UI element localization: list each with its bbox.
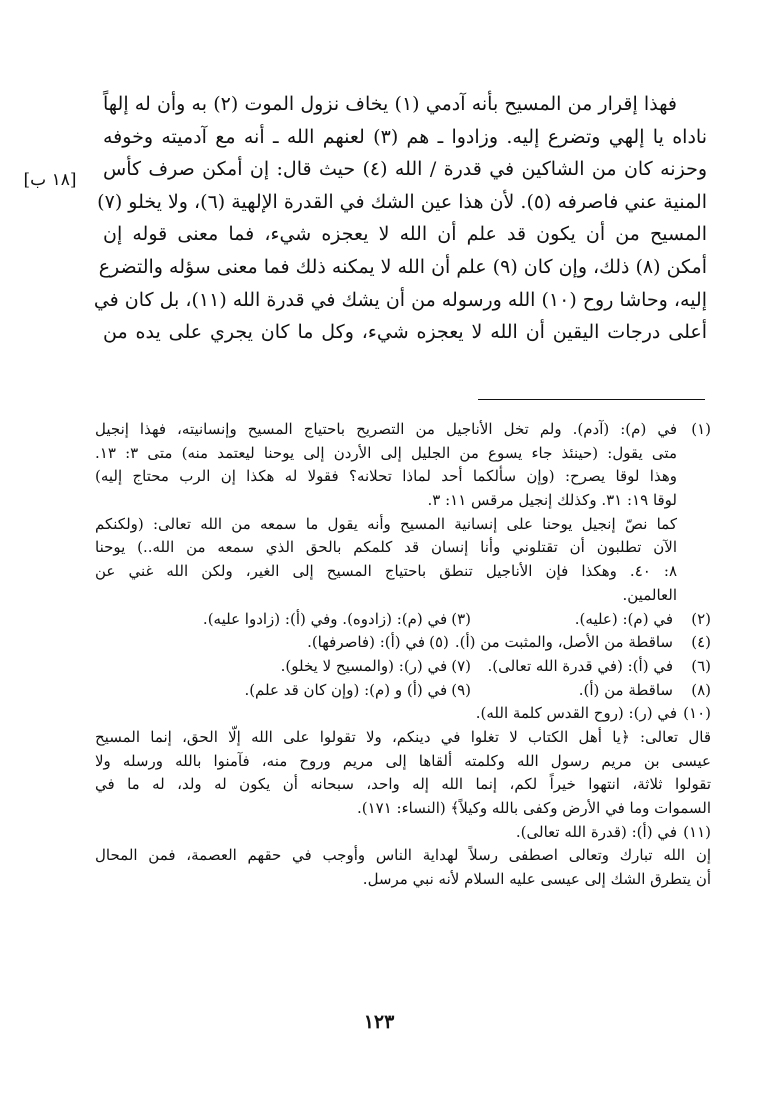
footnote-7: [281, 655, 471, 679]
footnote-row: [95, 608, 711, 632]
footnote-text: ساقطة من الأصل، والمثبت من (أ).: [454, 633, 673, 652]
footnote-8: [471, 679, 711, 703]
footnote-number: (٤): [691, 633, 711, 652]
page-number: ١٢٣: [363, 1011, 395, 1033]
main-text-line: أمكن (٨) ذلك، وإن كان (٩) علم أن الله لا يمكنه ذلك فما معنى سؤله والتضرع: [98, 255, 707, 278]
footnote-line: وهذا لوقا يصرح: (وإن سألكما أحد لماذا تحلانه؟ فقولا له هكذا إن الرب محتاج إليه): [95, 467, 677, 486]
main-text-line: وحزنه كان من الشاكين في قدرة / الله (٤) حيث قال: إن أمكن صرف كأس: [103, 158, 707, 181]
footnote-line: أن يتطرق الشك إلى عيسى عليه السلام لأنه نبي مرسل.: [362, 870, 711, 889]
main-text-line: ناداه يا إلهي وتضرع إليه. وزادوا ـ هم (٣) لعنهم الله ـ أنه مع آدميته وخوفه: [103, 125, 707, 148]
footnote-text: في (أ): (في قدرة الله تعالى).: [487, 656, 673, 675]
footnote-10: [95, 702, 711, 726]
footnote-row: [95, 679, 711, 703]
footnote-text: في (أ): (قدرة الله تعالى).: [515, 822, 677, 841]
main-text-line: فهذا إقرار من المسيح بأنه آدمي (١) يخاف نزول الموت (٢) به وأن له إلهاً: [103, 93, 678, 115]
footnote-4: [455, 631, 711, 655]
footnote-line: الآن تطلبون أن تقتلوني وأنا إنسان قد كلمكم بالحق الذي سمعه من الله..) يوحنا: [95, 538, 677, 557]
footnote-2: [471, 608, 711, 632]
footnote-10-commentary: [95, 726, 711, 821]
footnote-number: (١): [691, 420, 711, 438]
footnote-line: عيسى بن مريم رسول الله وكلمته ألقاها إلى مريم وروح منه، فآمنوا بالله ورسله ولا: [95, 751, 711, 770]
footnote-line: في (م): (آدم). ولم تخل الأناجيل من التصريح باحتياج المسيح وإنسانيته، فهذا إنجيل: [95, 420, 677, 438]
footnote-text: ساقطة من (أ).: [578, 680, 673, 699]
footnote-text: في (أ) و (م): (وإن كان قد علم).: [244, 680, 448, 699]
footnote-9: [244, 679, 471, 703]
footnote-number: (٩): [451, 680, 471, 699]
footnote-line: لوقا ١٩: ٣١. وكذلك إنجيل مرقس ١١: ٣.: [427, 491, 677, 510]
footnote-line: السموات وما في الأرض وكفى بالله وكيلاً﴾ (النساء: ١٧١).: [356, 799, 711, 818]
footnote-text: في (أ): (فاصرفها).: [307, 633, 426, 652]
footnote-3: [203, 608, 471, 632]
footnote-body: [95, 418, 677, 608]
footnote-number: (٨): [691, 680, 711, 699]
footnote-line: قال تعالى: ﴿يا أهل الكتاب لا تغلوا في دينكم، ولا تقولوا على الله إلّا الحق، إنما المسيح: [95, 727, 711, 746]
footnote-line: تقولوا ثلاثة، انتهوا خيراً لكم، إنما الله إله واحد، سبحانه أن يكون له ولد، له ما في: [95, 775, 711, 794]
footnote-row: [95, 631, 711, 655]
footnote-body: [95, 702, 677, 726]
footnote-separator: [478, 399, 705, 400]
footnote-number: (٢): [691, 609, 711, 628]
main-text-line: إليه، وحاشا روح (١٠) الله ورسوله من أن يشك في قدرة الله (١١)، بل كان في: [93, 288, 707, 311]
footnote-5: [307, 631, 455, 655]
footnote-line: ٨: ٤٠. وهكذا فإن الأناجيل تنطق باحتياج المسيح إلى الغير، ولكن الله غني عن: [95, 562, 677, 581]
manuscript-folio-marker: [١٨ ب]: [23, 170, 77, 190]
footnote-11-commentary: [95, 844, 711, 891]
footnote-line: إن الله تبارك وتعالى اصطفى رسلاً لهداية الناس وأوجب في حقهم العصمة، فمن المحال: [95, 846, 711, 865]
footnote-row: [95, 655, 711, 679]
footnote-11: [95, 821, 711, 845]
footnote-number: (٦): [691, 656, 711, 675]
footnote-line: العالمين.: [622, 585, 677, 604]
footnote-text: في (م): (زادوه). وفي (أ): (زادوا عليه).: [202, 609, 448, 628]
footnote-line: كما نصّ إنجيل يوحنا على إنسانية المسيح وأنه يقول ما سمعه من الله تعالى: (ولكنكم: [95, 514, 677, 533]
footnote-number: (١٠): [683, 704, 711, 723]
footnote-number: (١١): [683, 822, 711, 841]
footnotes-block: [95, 418, 711, 892]
footnote-text: في (ر): (روح القدس كلمة الله).: [475, 704, 677, 723]
footnote-text: في (ر): (والمسيح لا يخلو).: [280, 656, 448, 675]
footnote-number: (٣): [451, 609, 471, 628]
footnote-1: [95, 418, 711, 608]
main-text-line: المنية عني فاصرفه (٥). لأن هذا عين الشك في القدرة الإلهية (٦)، ولا يخلو (٧): [97, 190, 707, 213]
footnote-line: متى يقول: (حينئذ جاء يسوع من الجليل إلى الأردن إلى يوحنا ليعتمد منه) متى ٣: ١٣.: [95, 443, 677, 462]
main-text-line: المسيح من أن يكون قد علم أن الله لا يعجزه شيء، فما معنى قوله إن: [103, 223, 707, 246]
main-text-block: [93, 88, 707, 349]
footnote-6: [471, 655, 711, 679]
footnote-number: (٥): [429, 633, 449, 652]
footnote-body: [95, 821, 677, 845]
main-text-line: أعلى درجات اليقين أن الله لا يعجزه شيء، وكل ما كان يجري على يده من: [103, 321, 707, 344]
footnote-text: في (م): (عليه).: [574, 609, 673, 628]
footnote-number: (٧): [451, 656, 471, 675]
